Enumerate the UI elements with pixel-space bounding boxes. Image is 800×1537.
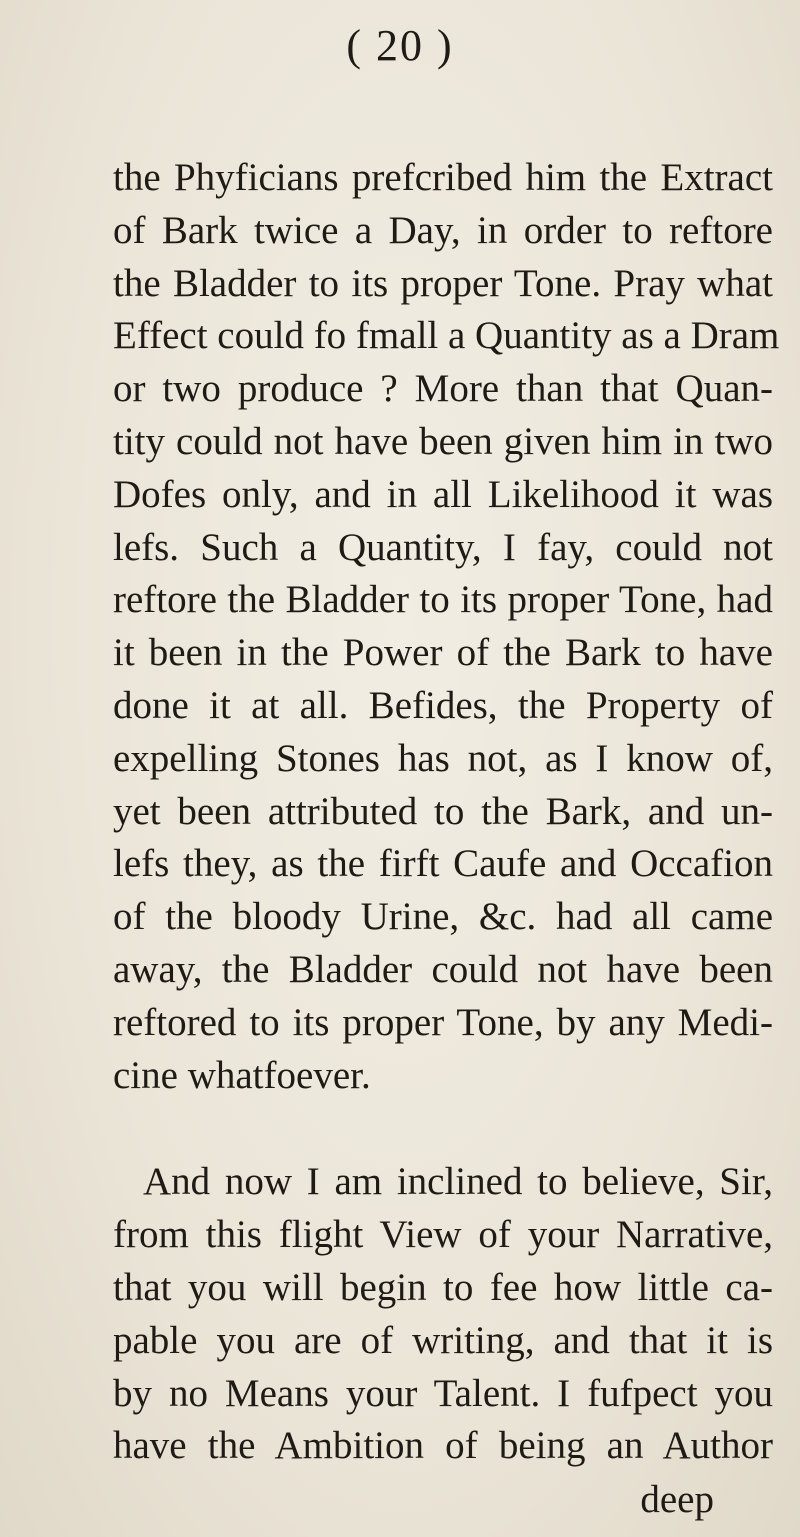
text-line: have the Ambition of being an Author [113,1424,773,1468]
text-line: reftore the Bladder to its proper Tone, had [113,578,773,622]
text-line: done it at all. Befides, the Property of [113,683,773,727]
text-line: from this flight View of your Narrative, [113,1213,773,1257]
text-line: lefs. Such a Quantity, I fay, could not [113,525,773,569]
text-line: of Bark twice a Day, in order to reftore [113,208,773,252]
text-line: it been in the Power of the Bark to have [113,631,773,675]
text-line: by no Means your Talent. I fufpect you [113,1371,773,1415]
catchword: deep [640,1478,714,1521]
text-line: that you will begin to fee how little ca- [113,1265,773,1309]
text-line: pable you are of writing, and that it is [113,1318,773,1362]
text-line: tity could not have been given him in two [113,419,773,463]
text-line: away, the Bladder could not have been [113,947,773,991]
text-line: reftored to its proper Tone, by any Medi- [113,1000,773,1044]
text-line: expelling Stones has not, as I know of, [113,736,773,780]
text-line: And now I am inclined to believe, Sir, [143,1160,773,1204]
text-line: or two produce ? More than that Quan- [113,367,773,411]
page-number: ( 20 ) [346,21,454,70]
text-line: Effect could fo fmall a Quantity as a Dram [113,314,780,358]
text-line: lefs they, as the firft Caufe and Occafion [113,842,773,886]
text-line: yet been attributed to the Bark, and un- [113,789,773,833]
body-text [113,152,780,1473]
text-line: cine whatfoever. [113,1053,371,1097]
text-line: the Phyficians prefcribed him the Extract [113,156,773,199]
text-line: the Bladder to its proper Tone. Pray what [113,261,773,305]
text-line: Dofes only, and in all Likelihood it was [113,472,773,516]
text-line: of the bloody Urine, &c. had all came [113,895,773,939]
